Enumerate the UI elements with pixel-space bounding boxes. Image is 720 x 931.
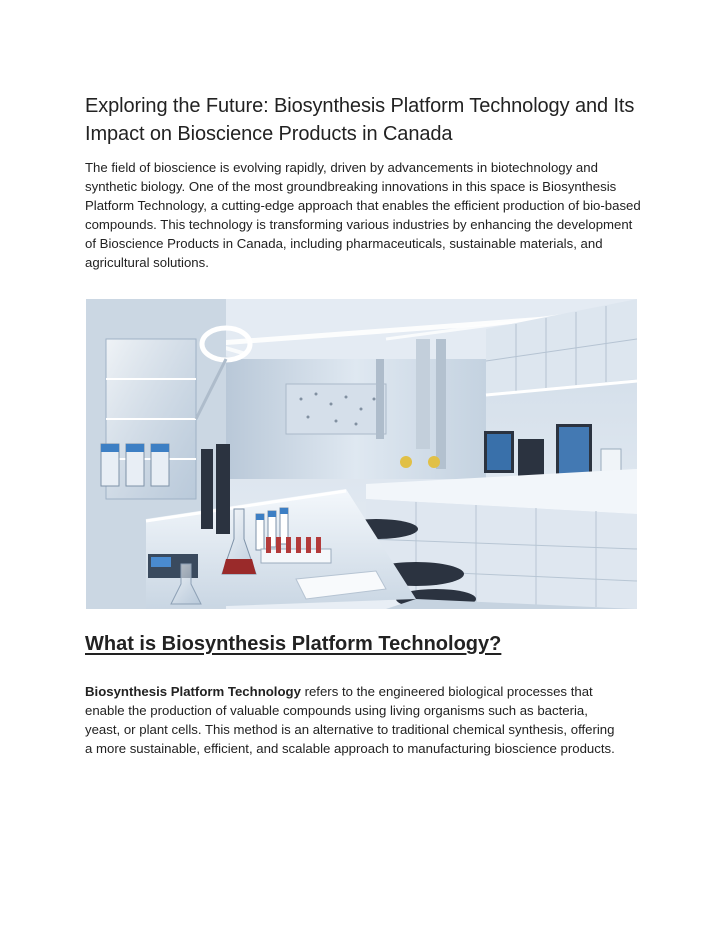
section-paragraph-text: refers to the engineered biological processes that enable the production of valuable compounds using living organisms such as bacteria, yeast, or plant cells. This method is an alternative to traditional chemical synthesis, offering a more sustainable, efficient, and scalable approach to manufacturing bioscience products. xyxy=(85,684,615,756)
article-title: Exploring the Future: Biosynthesis Platform Technology and Its Impact on Bioscience Products in Canada xyxy=(85,95,635,145)
section-paragraph xyxy=(85,682,625,758)
section-paragraph-bold-term: Biosynthesis Platform Technology xyxy=(85,684,301,699)
section-heading: What is Biosynthesis Platform Technology? xyxy=(85,633,502,655)
laboratory-photo xyxy=(86,299,637,609)
laboratory-illustration xyxy=(86,299,637,609)
intro-paragraph: The field of bioscience is evolving rapidly, driven by advancements in biotechnology and synthetic biology. One of the most groundbreaking innovations in this space is Biosynthesis Platform Technology, a cutting-edge approach that enables the efficient production of bio-based compounds. This technology is transforming various industries by enhancing the development of Bioscience Products in Canada, including pharmaceuticals, sustainable materials, and agricultural solutions. xyxy=(85,160,641,270)
article-header xyxy=(85,92,641,272)
